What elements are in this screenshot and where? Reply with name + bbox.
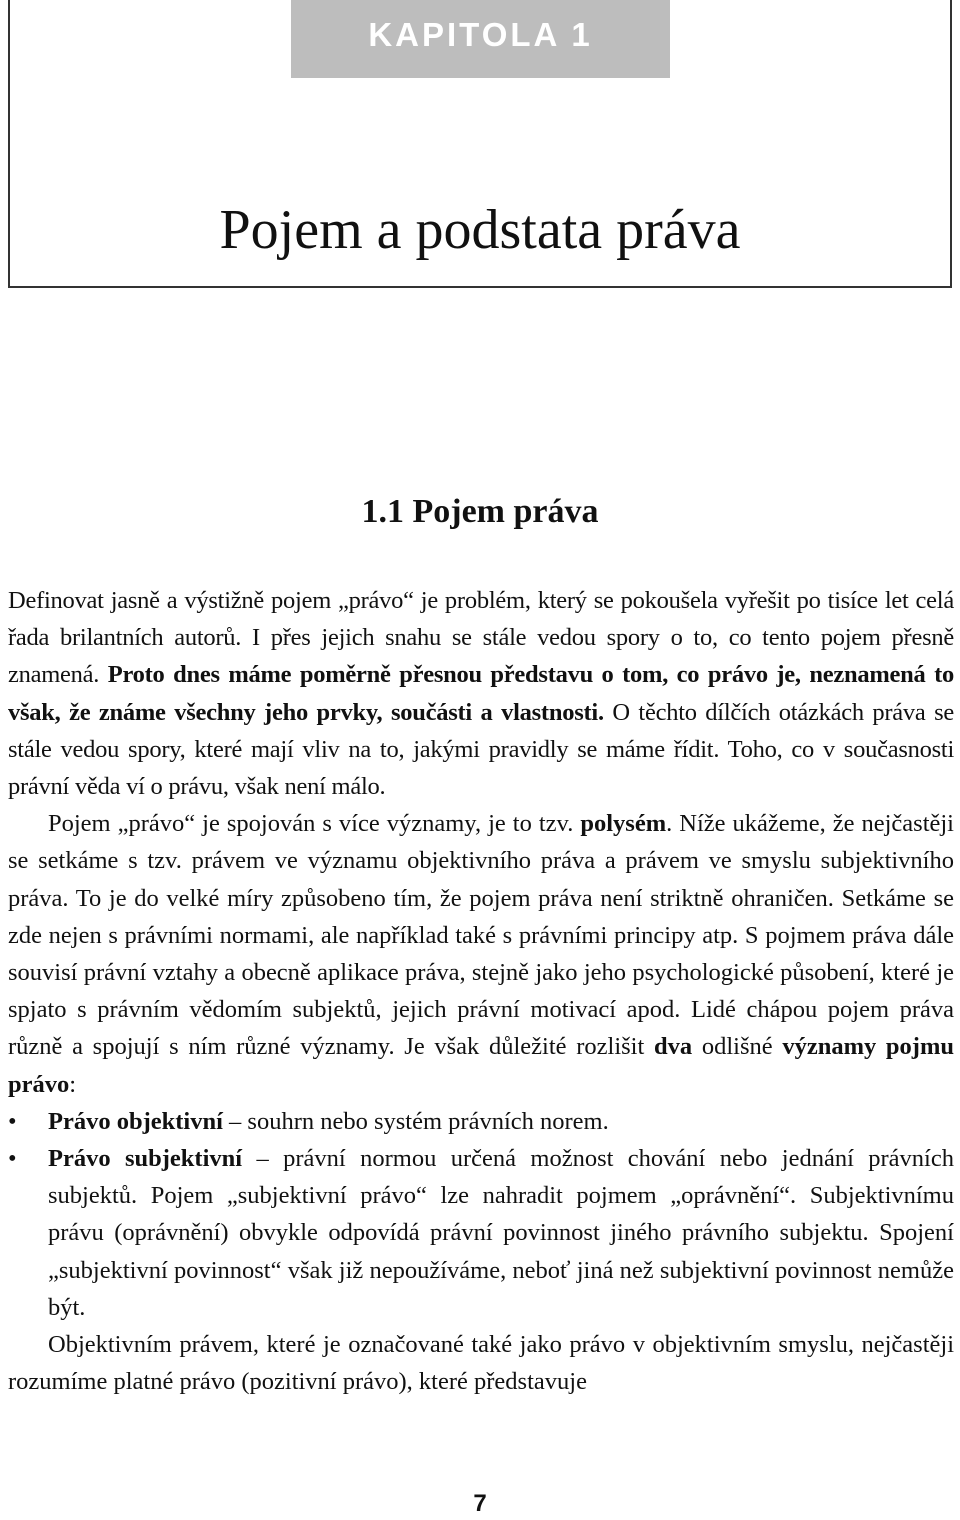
list-item-term: Právo subjektivní [48, 1145, 243, 1173]
paragraph-intro: Definovat jasně a výstižně pojem „právo“ je problém, který se pokoušela vyřešit po tisíce let celá řada brilantních autorů. I přes jejich snahu se stále vedou spory o to, co tento pojem přesně znamená. Proto dnes máme poměrně přesnou představu o tom, co právo je, neznamená to však, že známe všechny jeho prvky, součásti a vlastnosti. O těchto dílčích otázkách práva se stále vedou spory, které mají vliv na to, jakými pravidly se máme řídit. Toho, co v současnosti právní věda ví o právu, však není málo. [8, 587, 954, 801]
list-item-text: – souhrn nebo systém právních norem. [222, 1107, 609, 1135]
bullet-icon: • [8, 1145, 17, 1173]
chapter-title: Pojem a podstata práva [219, 199, 741, 261]
section-heading: 1.1 Pojem práva [361, 493, 599, 530]
body-text [8, 582, 954, 1400]
term-dva: dva [654, 1033, 693, 1061]
bullet-icon: • [8, 1107, 17, 1135]
page-number: 7 [473, 1490, 487, 1517]
chapter-label: KAPITOLA 1 [291, 0, 670, 78]
meanings-list [8, 1103, 954, 1326]
list-item-term: Právo objektivní [48, 1107, 223, 1135]
emphasis-text: Proto dnes máme poměrně přesnou představu o tom, co právo je, neznamená to však, že známe všechny jeho prvky, součásti a vlastnosti. [8, 661, 954, 726]
list-item [8, 1140, 954, 1326]
list-item [8, 1103, 954, 1140]
term-vyznamy: významy pojmu právo [8, 1033, 955, 1098]
paragraph-objective: Objektivním právem, které je označované také jako právo v objektivním smyslu, nejčastěji rozumíme platné právo (pozitivní právo), které představuje [8, 1331, 954, 1396]
paragraph-meanings: Pojem „právo“ je spojován s více významy, je to tzv. polysém. Níže ukážeme, že nejčastěji se setkáme s tzv. právem ve významu objektivního práva a právem ve smyslu subjektivního práva. To je do velké míry způsobeno tím, že pojem práva není striktně ohraničen. Setkáme se zde nejen s právními normami, ale například také s právními principy atp. S pojmem práva dále souvisí právní vztahy a obecně aplikace práva, stejně jako jeho psychologické působení, které je spjato s právním vědomím subjektů, jejich právní motivací apod. Lidé chápou pojem práva různě a spojují s ním různé významy. Je však důležité rozlišit dva odlišné významy pojmu právo: [8, 810, 955, 1098]
list-item-text: – právní normou určená možnost chování nebo jednání právních subjektů. Pojem „subjektivní právo“ lze nahradit pojmem „oprávnění“. Subjektivnímu právu (oprávnění) obvykle odpovídá právní povinnost jiného právního subjektu. Spojení „subjektivní povinnost“ však již nepoužíváme, neboť jiná než subjektivní povinnost nemůže být. [48, 1145, 954, 1321]
term-polysem: polysém [580, 810, 667, 838]
